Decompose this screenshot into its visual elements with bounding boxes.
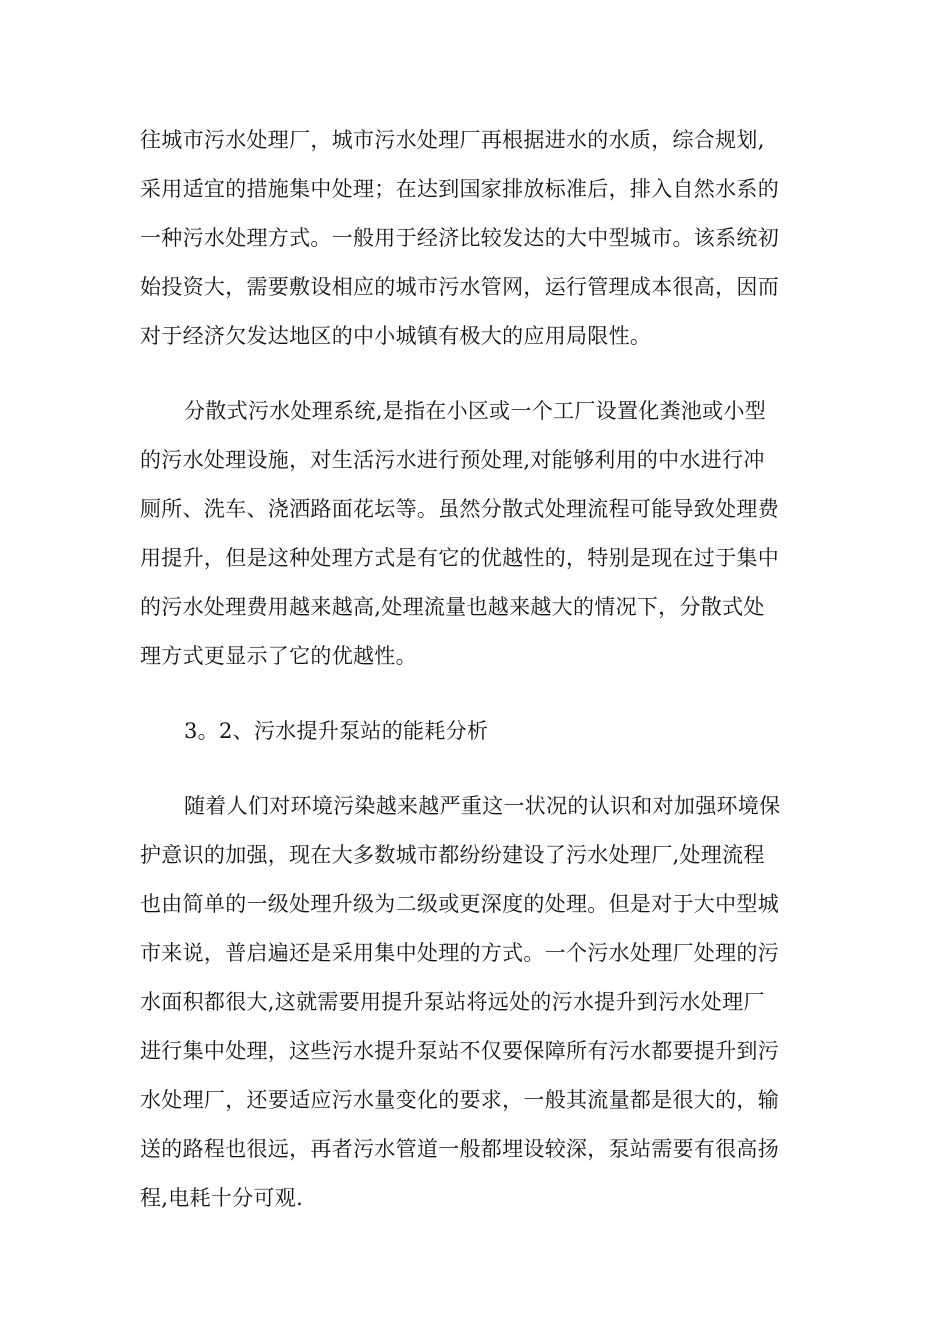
paragraph-2-line-2: 的污水处理设施，对生活污水进行预处理,对能够利用的中水进行冲 [140,448,765,472]
paragraph-2-line-5: 的污水处理费用越来越高,处理流量也越来越大的情况下，分散式处 [140,595,765,619]
paragraph-3-line-7: 水处理厂，还要适应污水量变化的要求，一般其流量都是很大的，输 [140,1088,779,1112]
paragraph-1-line-2: 采用适宜的措施集中处理；在达到国家排放标准后，排入自然水系的 [140,177,779,201]
paragraph-3-line-2: 护意识的加强，现在大多数城市都纷纷建设了污水处理厂,处理流程 [140,843,765,867]
paragraph-2-line-4: 用提升，但是这种处理方式是有它的优越性的，特别是现在过于集中 [140,546,779,570]
paragraph-3-line-4: 市来说，普启遍还是采用集中处理的方式。一个污水处理厂处理的污 [140,941,779,965]
paragraph-1-line-4: 始投资大，需要敷设相应的城市污水管网，运行管理成本很高，因而 [140,275,779,299]
section-heading: 3。2、污水提升泵站的能耗分析 [184,719,489,743]
paragraph-1-line-1: 往城市污水处理厂，城市污水处理厂再根据进水的水质，综合规划, [140,128,765,152]
paragraph-3-line-8: 送的路程也很远，再者污水管道一般都埋设较深，泵站需要有很高扬 [140,1137,779,1161]
paragraph-2-line-6: 理方式更显示了它的优越性。 [140,644,417,668]
paragraph-3-line-9: 程,电耗十分可观. [140,1186,304,1210]
paragraph-3-line-3: 也由简单的一级处理升级为二级或更深度的处理。但是对于大中型城 [140,892,779,916]
paragraph-3-line-6: 进行集中处理，这些污水提升泵站不仅要保障所有污水都要提升到污 [140,1039,779,1063]
paragraph-2-line-1: 分散式污水处理系统,是指在小区或一个工厂设置化粪池或小型 [184,399,767,423]
paragraph-1-line-5: 对于经济欠发达地区的中小城镇有极大的应用局限性。 [140,324,652,348]
paragraph-1-line-3: 一种污水处理方式。一般用于经济比较发达的大中型城市。该系统初 [140,226,779,250]
paragraph-3-line-5: 水面积都很大,这就需要用提升泵站将远处的污水提升到污水处理厂 [140,990,765,1014]
paragraph-2-line-3: 厕所、洗车、浇洒路面花坛等。虽然分散式处理流程可能导致处理费 [140,497,779,521]
paragraph-3-line-1: 随着人们对环境污染越来越严重这一状况的认识和对加强环境保 [184,794,781,818]
